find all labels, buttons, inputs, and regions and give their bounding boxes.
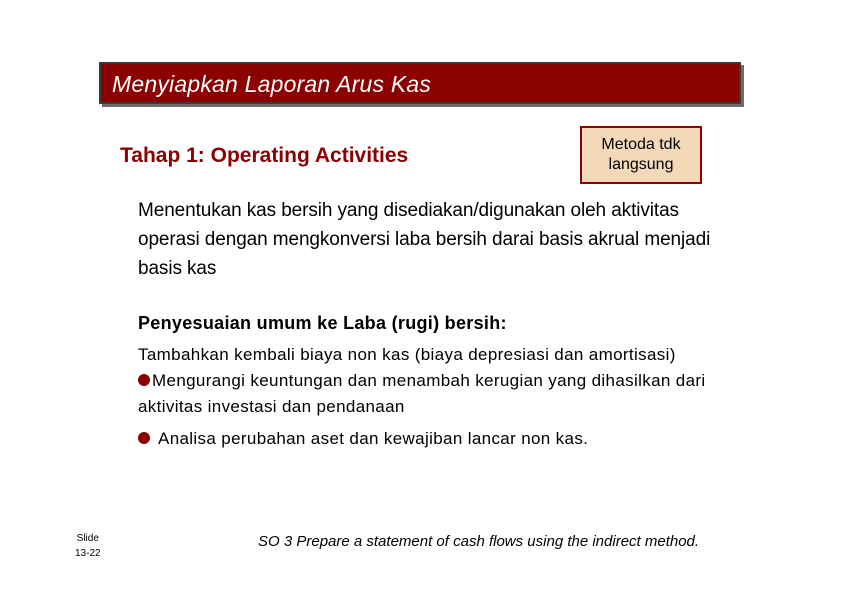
adjustments-heading: Penyesuaian umum ke Laba (rugi) bersih: [138,313,507,333]
adjustments-list [138,342,758,452]
adjustment-item-3 [138,426,758,452]
method-box-line1: Metoda tdk [601,136,681,153]
slide-number: 13-22 [75,548,101,559]
slide-title: Menyiapkan Laporan Arus Kas [112,71,432,97]
adjustment-item-2 [138,368,758,420]
adjustment-item-3-text: Analisa perubahan aset dan kewajiban lancar non kas. [158,429,589,448]
adjustment-item-2-text: Mengurangi keuntungan dan menambah kerugian yang dihasilkan dari aktivitas investasi dan pendanaan [138,371,706,416]
adjustment-item-1 [138,342,758,368]
slide-subtitle: Tahap 1: Operating Activities [120,144,409,167]
adjustment-item-1-text: Tambahkan kembali biaya non kas (biaya depresiasi dan amortisasi) [138,345,676,364]
slide-label-word: Slide [76,533,99,544]
bullet-icon [138,432,150,444]
bullet-icon [138,374,150,386]
footer-objective: SO 3 Prepare a statement of cash flows using the indirect method. [258,533,700,550]
slide-number-label [75,531,101,561]
method-box-line2: langsung [608,156,674,173]
method-box [580,126,702,184]
description-text: Menentukan kas bersih yang disediakan/digunakan oleh aktivitas operasi dengan mengkonversi laba bersih darai basis akrual menjadi basis kas [138,200,711,279]
title-bar [99,62,741,104]
